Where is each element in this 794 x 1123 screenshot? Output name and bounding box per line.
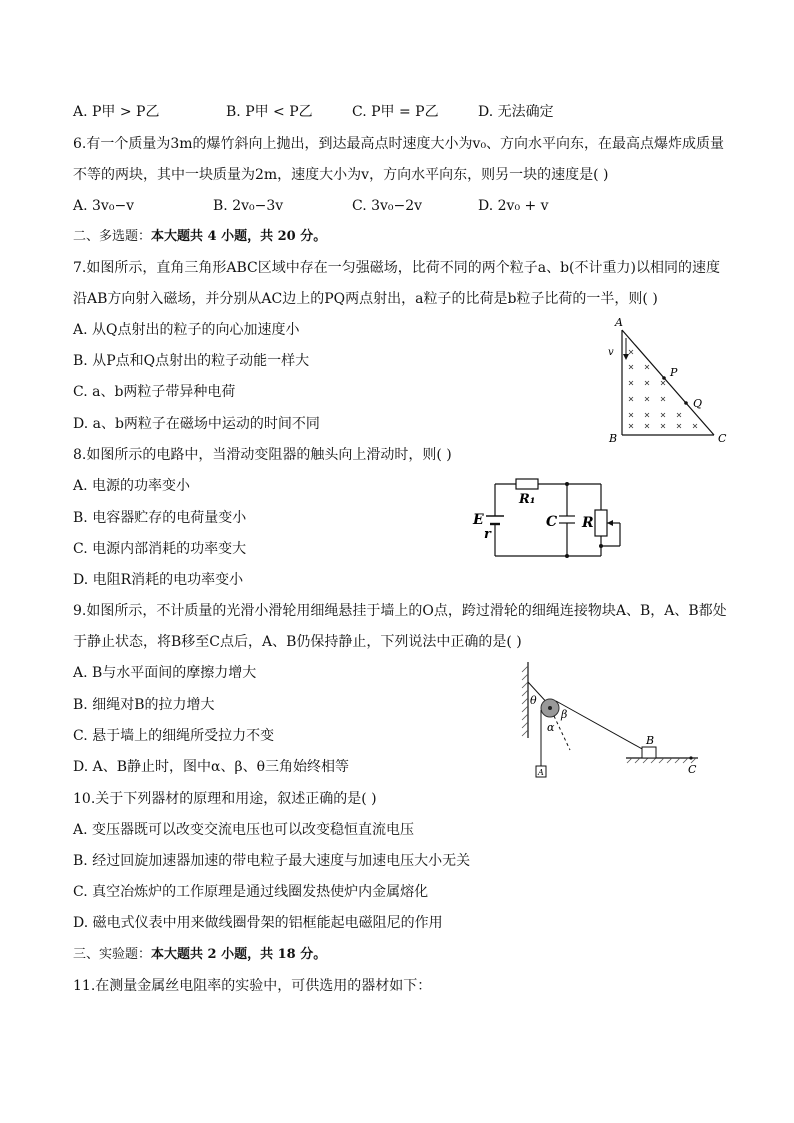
q7-stem-line2: 沿AB方向射入磁场，并分别从AC边上的PQ两点射出，a粒子的比荷是b粒子比荷的一半，则( ) xyxy=(73,291,658,307)
q9-stem-line2: 于静止状态，将B移至C点后，A、B仍保持静止，下列说法中正确的是( ) xyxy=(73,634,522,650)
q5-option-a: A. P甲 > P乙 xyxy=(73,104,160,120)
q8-label-r1: R₁ xyxy=(519,492,536,507)
q10-option-a: A. 变压器既可以改变交流电压也可以改变稳恒直流电压 xyxy=(73,822,415,838)
q9-stem-line1: 9.如图所示，不计质量的光滑小滑轮用细绳悬挂于墙上的O点，跨过滑轮的细绳连接物块A、B，A、B都处 xyxy=(73,603,727,619)
section-2-text: 本大题共 4 小题，共 20 分。 xyxy=(151,229,327,244)
q8-label-r-internal: r xyxy=(484,527,491,542)
q7-option-d: D. a、b两粒子在磁场中运动的时间不同 xyxy=(73,416,320,432)
q8-circuit-figure xyxy=(470,472,640,564)
section-3-text: 本大题共 2 小题，共 18 分。 xyxy=(151,947,327,962)
q6-option-c: C. 3v₀−2v xyxy=(352,198,423,214)
q7-option-a: A. 从Q点射出的粒子的向心加速度小 xyxy=(73,322,300,338)
section-2-heading xyxy=(73,227,326,247)
q9-option-a: A. B与水平面间的摩擦力增大 xyxy=(73,665,257,681)
q9-label-a: A xyxy=(538,768,544,777)
q8-label-r: R xyxy=(582,515,594,531)
q10-stem: 10.关于下列器材的原理和用途，叙述正确的是( ) xyxy=(73,791,377,807)
q7-label-v: v xyxy=(608,347,614,358)
q8-option-d: D. 电阻R消耗的电功率变小 xyxy=(73,572,244,588)
q9-label-b: B xyxy=(646,734,655,747)
q8-option-c: C. 电源内部消耗的功率变大 xyxy=(73,541,247,557)
q6-option-a: A. 3v₀−v xyxy=(73,198,135,214)
q7-label-c: C xyxy=(718,432,727,445)
q9-option-c: C. 悬于墙上的细绳所受拉力不变 xyxy=(73,728,275,744)
q9-option-b: B. 细绳对B的拉力增大 xyxy=(73,697,215,713)
q7-label-q: Q xyxy=(693,397,703,410)
q7-option-b: B. 从P点和Q点射出的粒子动能一样大 xyxy=(73,353,310,369)
q7-triangle-figure xyxy=(600,310,740,450)
section-3-heading xyxy=(73,945,326,965)
q5-option-c: C. P甲 = P乙 xyxy=(352,104,439,120)
q7-label-a: A xyxy=(615,316,623,329)
q9-label-alpha: α xyxy=(547,721,555,734)
q7-label-b: B xyxy=(609,432,618,445)
section-3-prefix: 三、实验题： xyxy=(73,947,152,962)
q6-option-b: B. 2v₀−3v xyxy=(213,198,284,214)
q7-stem-line1: 7.如图所示，直角三角形ABC区域中存在一匀强磁场，比荷不同的两个粒子a、b(不计重力)以相同的速度 xyxy=(73,260,720,276)
q10-option-c: C. 真空冶炼炉的工作原理是通过线圈发热使炉内金属熔化 xyxy=(73,884,429,900)
q10-option-d: D. 磁电式仪表中用来做线圈骨架的铝框能起电磁阻尼的作用 xyxy=(73,915,443,931)
q6-option-d: D. 2v₀ + v xyxy=(478,198,549,214)
q7-option-c: C. a、b两粒子带异种电荷 xyxy=(73,384,236,400)
q8-label-e: E xyxy=(473,512,484,528)
q5-option-b: B. P甲 < P乙 xyxy=(226,104,313,120)
q8-stem: 8.如图所示的电路中，当滑动变阻器的触头向上滑动时，则( ) xyxy=(73,447,452,463)
q10-option-b: B. 经过回旋加速器加速的带电粒子最大速度与加速电压大小无关 xyxy=(73,853,471,869)
q9-label-theta: θ xyxy=(530,694,537,707)
magnetic-field-crosses xyxy=(629,350,697,428)
q5-option-d: D. 无法确定 xyxy=(478,104,554,120)
q6-stem-line2: 不等的两块，其中一块质量为2m，速度大小为v，方向水平向东，则另一块的速度是( ) xyxy=(73,167,609,183)
q9-label-c: C xyxy=(688,763,697,776)
q7-label-p: P xyxy=(670,366,678,379)
q6-stem-line1: 6.有一个质量为3m的爆竹斜向上抛出，到达最高点时速度大小为v₀、方向水平向东，在最高点爆炸成质量 xyxy=(73,136,725,152)
q9-label-beta: β xyxy=(561,708,568,721)
section-2-prefix: 二、多选题： xyxy=(73,229,152,244)
q8-option-b: B. 电容器贮存的电荷量变小 xyxy=(73,510,247,526)
q11-stem: 11.在测量金属丝电阻率的实验中，可供选用的器材如下： xyxy=(73,978,432,994)
q8-label-capacitor: C xyxy=(546,514,558,530)
q9-option-d: D. A、B静止时，图中α、β、θ三角始终相等 xyxy=(73,759,350,775)
q8-option-a: A. 电源的功率变小 xyxy=(73,478,191,494)
q9-pulley-figure xyxy=(508,658,718,780)
